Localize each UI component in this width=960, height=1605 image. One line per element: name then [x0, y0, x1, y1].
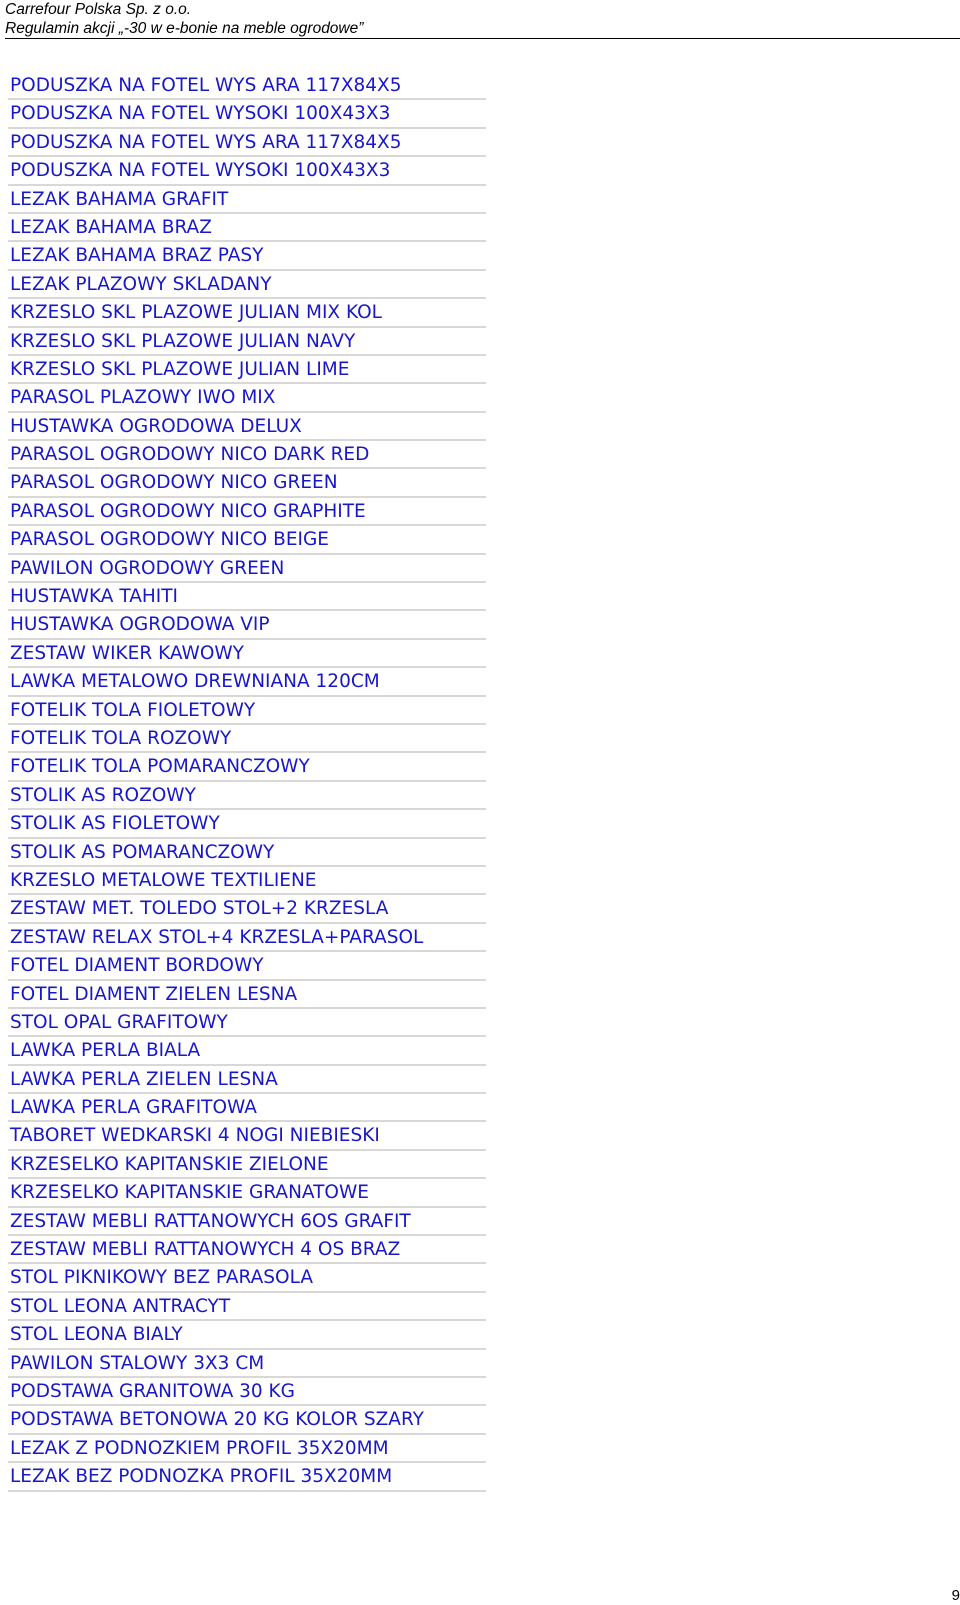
- list-item: PODUSZKA NA FOTEL WYS ARA 117X84X5: [8, 129, 486, 157]
- list-item: LAWKA METALOWO DREWNIANA 120CM: [8, 668, 486, 696]
- list-item: PODUSZKA NA FOTEL WYS ARA 117X84X5: [8, 72, 486, 100]
- list-item: ZESTAW MEBLI RATTANOWYCH 4 OS BRAZ: [8, 1236, 486, 1264]
- list-item: KRZESLO SKL PLAZOWE JULIAN MIX KOL: [8, 299, 486, 327]
- list-item: ZESTAW RELAX STOL+4 KRZESLA+PARASOL: [8, 924, 486, 952]
- list-item: STOLIK AS FIOLETOWY: [8, 810, 486, 838]
- list-item: KRZESLO SKL PLAZOWE JULIAN NAVY: [8, 328, 486, 356]
- header-divider: [5, 38, 960, 39]
- list-item: FOTEL DIAMENT BORDOWY: [8, 952, 486, 980]
- list-item: KRZESLO METALOWE TEXTILIENE: [8, 867, 486, 895]
- list-item: FOTELIK TOLA POMARANCZOWY: [8, 753, 486, 781]
- list-item: PODSTAWA GRANITOWA 30 KG: [8, 1378, 486, 1406]
- list-item: LAWKA PERLA GRAFITOWA: [8, 1094, 486, 1122]
- list-item: LAWKA PERLA BIALA: [8, 1037, 486, 1065]
- list-item: HUSTAWKA OGRODOWA DELUX: [8, 413, 486, 441]
- list-item: LEZAK Z PODNOZKIEM PROFIL 35X20MM: [8, 1435, 486, 1463]
- list-item: PAWILON OGRODOWY GREEN: [8, 555, 486, 583]
- list-item: HUSTAWKA TAHITI: [8, 583, 486, 611]
- list-item: ZESTAW MEBLI RATTANOWYCH 6OS GRAFIT: [8, 1208, 486, 1236]
- product-list: [8, 72, 486, 1492]
- list-item: STOLIK AS ROZOWY: [8, 782, 486, 810]
- list-item: LEZAK BAHAMA GRAFIT: [8, 186, 486, 214]
- list-item: ZESTAW MET. TOLEDO STOL+2 KRZESLA: [8, 895, 486, 923]
- list-item: STOLIK AS POMARANCZOWY: [8, 839, 486, 867]
- list-item: TABORET WEDKARSKI 4 NOGI NIEBIESKI: [8, 1122, 486, 1150]
- list-item: LAWKA PERLA ZIELEN LESNA: [8, 1066, 486, 1094]
- list-item: PODUSZKA NA FOTEL WYSOKI 100X43X3: [8, 100, 486, 128]
- company-name: Carrefour Polska Sp. z o.o.: [5, 1, 192, 18]
- list-item: FOTEL DIAMENT ZIELEN LESNA: [8, 981, 486, 1009]
- list-item: FOTELIK TOLA FIOLETOWY: [8, 697, 486, 725]
- list-item: STOL PIKNIKOWY BEZ PARASOLA: [8, 1264, 486, 1292]
- list-item: PARASOL OGRODOWY NICO GREEN: [8, 469, 486, 497]
- list-item: KRZESLO SKL PLAZOWE JULIAN LIME: [8, 356, 486, 384]
- list-item: PARASOL OGRODOWY NICO BEIGE: [8, 526, 486, 554]
- list-item: PARASOL OGRODOWY NICO GRAPHITE: [8, 498, 486, 526]
- list-item: LEZAK BAHAMA BRAZ: [8, 214, 486, 242]
- list-item: PODSTAWA BETONOWA 20 KG KOLOR SZARY: [8, 1406, 486, 1434]
- list-item: HUSTAWKA OGRODOWA VIP: [8, 611, 486, 639]
- list-item: STOL LEONA ANTRACYT: [8, 1293, 486, 1321]
- list-item: LEZAK PLAZOWY SKLADANY: [8, 271, 486, 299]
- list-item: KRZESELKO KAPITANSKIE ZIELONE: [8, 1151, 486, 1179]
- document-title: Regulamin akcji „-30 w e-bonie na meble ogrodowe”: [5, 20, 364, 37]
- list-item: ZESTAW WIKER KAWOWY: [8, 640, 486, 668]
- list-item: PAWILON STALOWY 3X3 CM: [8, 1350, 486, 1378]
- list-item: PARASOL OGRODOWY NICO DARK RED: [8, 441, 486, 469]
- list-item: LEZAK BAHAMA BRAZ PASY: [8, 242, 486, 270]
- list-item: PODUSZKA NA FOTEL WYSOKI 100X43X3: [8, 157, 486, 185]
- page-number: 9: [951, 1587, 960, 1604]
- list-item: PARASOL PLAZOWY IWO MIX: [8, 384, 486, 412]
- list-item: LEZAK BEZ PODNOZKA PROFIL 35X20MM: [8, 1463, 486, 1491]
- page-header: [5, 0, 960, 38]
- list-item: KRZESELKO KAPITANSKIE GRANATOWE: [8, 1179, 486, 1207]
- list-item: FOTELIK TOLA ROZOWY: [8, 725, 486, 753]
- list-item: STOL OPAL GRAFITOWY: [8, 1009, 486, 1037]
- list-item: STOL LEONA BIALY: [8, 1321, 486, 1349]
